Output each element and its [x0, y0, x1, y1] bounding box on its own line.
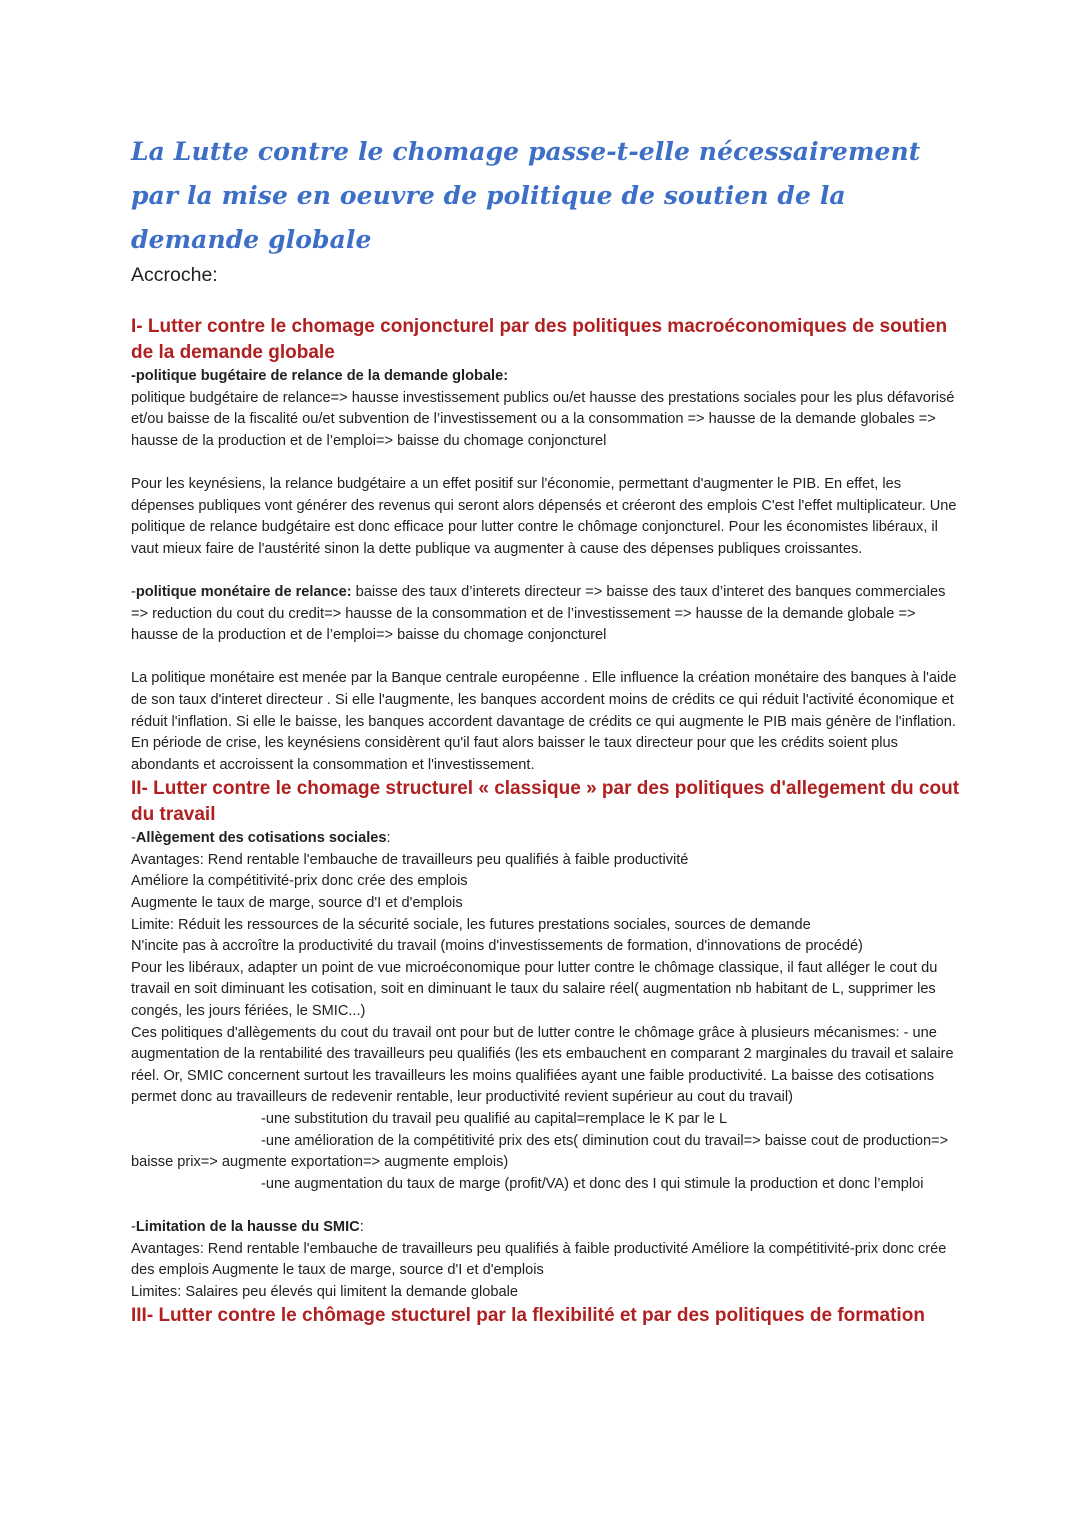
section-2-sub1-label: Allègement des cotisations sociales: [135, 830, 387, 847]
section-1-paragraph-1: Pour les keynésiens, la relance budgétaire a un effet positif sur l'économie, permettant d'augmenter le PIB. En effet, les dépenses publiques vont générer des revenus qui seront alors dépensés et créeront des emplois C'est l'effet multiplicateur. Une politique de relance budgétaire est donc efficace pour lutter contre le chômage conjoncturel. Pour les économistes libéraux, il vaut mieux faire de l'austérité sinon la dette publique va augmenter à cause des dépenses publiques croissantes.: [131, 475, 957, 557]
section-2-sub2-label: Limitation de la hausse du SMIC: [135, 1218, 360, 1235]
section-1-sub1-label: -politique bugétaire de relance de la demande globale:: [131, 368, 509, 384]
section-2-line: Ces politiques d'allègements du cout du travail ont pour but de lutter contre le chômage grâce à plusieurs mécanismes: - une augmentation de la rentabilité des travailleurs peu qualifiés (les ets embauchent en comparant 2 marginales du travail et salaire réel. Or, SMIC concernent surtout les travailleurs les moins qualifiées ayant une faible productivité. La baisse des cotisations permet donc au travailleurs de redevenir rentable, leur productivité revient supérieur au cout du travail): [131, 1024, 954, 1106]
section-2-heading: II- Lutter contre le chomage structurel « classique » par des politiques d'allegement du cout du travail: [131, 778, 960, 826]
section-2-sub1: [131, 828, 961, 850]
sub2-suffix: :: [359, 1218, 364, 1235]
mechanism-2: [131, 1131, 961, 1174]
mechanism-3-text: -une augmentation du taux de marge (profit/VA) et donc des I qui stimule la production et donc l’emploi: [261, 1175, 924, 1192]
section-2-line: N'incite pas à accroître la productivité du travail (moins d'investissements de formation, d'innovations de procédé): [131, 938, 863, 955]
section-2-line: Améliore la compétitivité-prix donc crée des emplois: [131, 873, 468, 890]
section-3-heading: III- Lutter contre le chômage stucturel par la flexibilité et par des politiques de formation: [131, 1305, 925, 1327]
mechanism-2-text: -une amélioration de la compétitivité prix des ets( diminution cout du travail=> baisse cout de production=> baisse prix=> augmente exportation=> augmente emplois): [131, 1132, 949, 1171]
accroche-label: Accroche:: [131, 264, 218, 286]
section-1-sub1-text: politique budgétaire de relance=> hausse investissement publics ou/et hausse des prestations sociales pour les plus défavorisé et/ou baisse de la fiscalité ou/et subvention de l’investissement ou a la consommation => hausse de la demande globales => hausse de la production et de l’emploi=> baisse du chomage conjoncturel: [131, 389, 955, 449]
section-2-sub2-limits: Limites: Salaires peu élevés qui limitent la demande globale: [131, 1283, 518, 1300]
section-1-sub2-label: politique monétaire de relance:: [135, 583, 352, 600]
section-2-line: Avantages: Rend rentable l'embauche de travailleurs peu qualifiés à faible productivité: [131, 851, 689, 868]
section-2-line: Limite: Réduit les ressources de la sécurité sociale, les futures prestations sociales, sources de demande: [131, 916, 811, 933]
mechanism-1: -une substitution du travail peu qualifié au capital=remplace le K par le L: [261, 1111, 728, 1127]
section-2-line: Augmente le taux de marge, source d'I et d'emplois: [131, 895, 463, 912]
section-2-line: Pour les libéraux, adapter un point de vue microéconomique pour lutter contre le chômage classique, il faut alléger le cout du travail en soit diminuant les cotisation, soit en diminuant le taux du salaire réel( augmentation nb habitant de L, supprimer les congés, les jours fériées, le SMIC...): [131, 959, 938, 1020]
mechanism-3: [131, 1174, 961, 1196]
section-1-heading: I- Lutter contre le chomage conjoncturel par des politiques macroéconomiques de soutien de la demande globale: [131, 316, 948, 363]
sub1-suffix: :: [386, 830, 391, 847]
sub2-prefix: -: [131, 1218, 136, 1235]
document-page: [131, 130, 961, 1329]
section-2-sub2: [131, 1217, 961, 1239]
section-1-sub2: [131, 582, 961, 647]
section-1-paragraph-2: La politique monétaire est menée par la Banque centrale européenne . Elle influence la création monétaire des banques à l'aide de son taux d'interet directeur . Si elle l'augmente, les banques accordent moins de crédits ce qui réduit l'activité économique et réduit l'inflation. Si elle le baisse, les banques accordent davantage de crédits ce qui augmente le PIB mais génère de l'inflation. En période de crise, les keynésiens considèrent qu'il faut alors baisser le taux directeur pour que les crédits soient plus abondants et accroissent la consommation et l'investissement.: [131, 670, 957, 773]
section-1-sub2-text: baisse des taux d’interets directeur => baisse des taux d’interet des banques commerciales => reduction du cout du credit=> hausse de la consommation et de l’investissement => hausse de la demande globale => hausse de la production et de l’emploi=> baisse du chomage conjoncturel: [131, 583, 946, 644]
document-title: La Lutte contre le chomage passe-t-elle nécessairement par la mise en oeuvre de politique de soutien de la demande globale: [131, 137, 921, 254]
section-2-sub2-advantages: Avantages: Rend rentable l'embauche de travailleurs peu qualifiés à faible productivité Améliore la compétitivité-prix donc crée des emplois Augmente le taux de marge, source d'I et d'emplois: [131, 1240, 947, 1279]
sub2-prefix: -: [131, 583, 136, 600]
sub1-prefix: -: [131, 830, 136, 847]
